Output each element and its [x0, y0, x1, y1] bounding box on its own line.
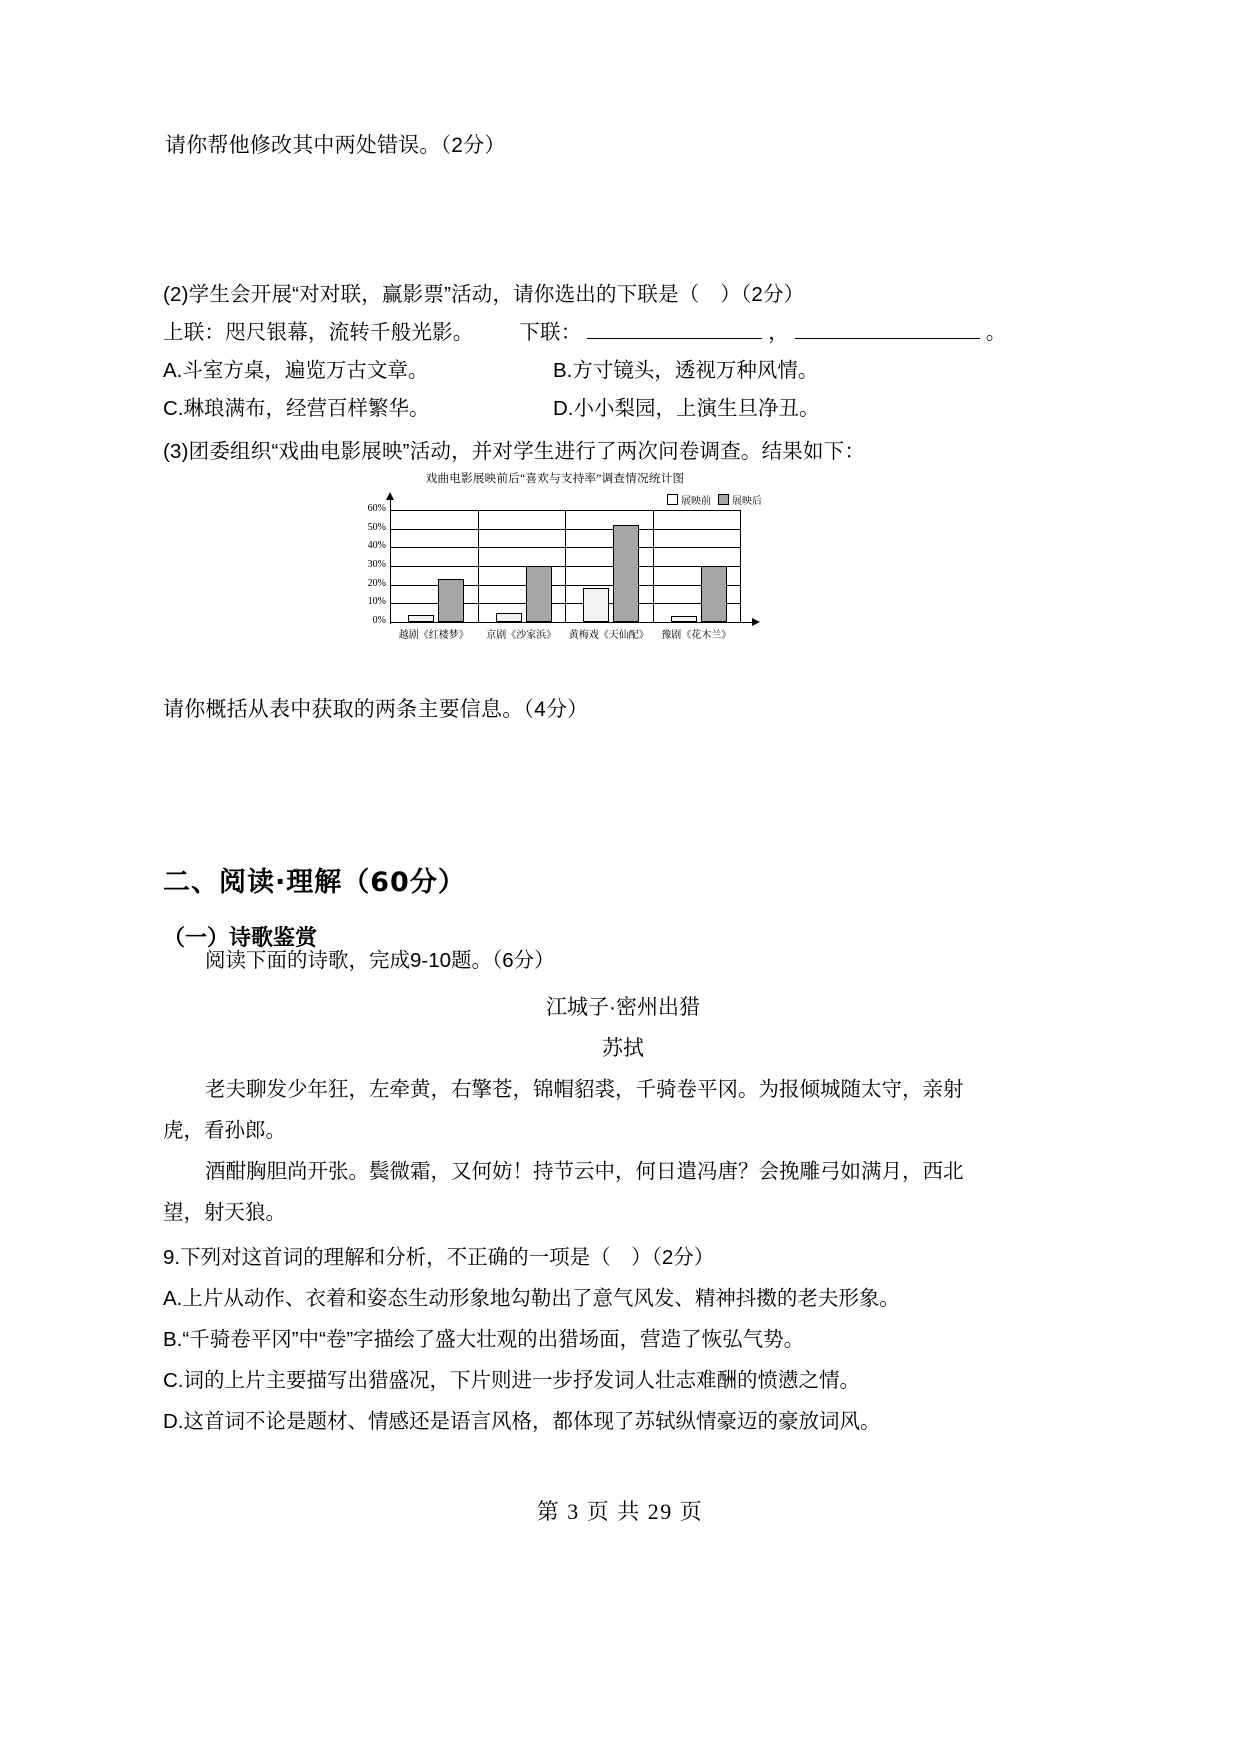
question-2-options — [163, 352, 1083, 428]
question-9-option-a[interactable]: A.上片从动作、衣着和姿态生动形象地勾勒出了意气风发、精神抖擞的老夫形象。 — [163, 1287, 900, 1310]
poem-line-2: 虎，看孙郎。 — [163, 1119, 286, 1142]
bar-after-2 — [613, 525, 639, 622]
bar-group-3 — [653, 510, 741, 622]
option-c[interactable]: C.琳琅满布，经营百样繁华。 — [163, 397, 430, 420]
section-2-sub-heading: （一）诗歌鉴赏 — [163, 926, 318, 951]
answer-blank-1[interactable] — [587, 321, 762, 339]
bar-before-0 — [408, 615, 434, 622]
legend-item-before — [667, 492, 711, 507]
x-axis — [390, 622, 754, 623]
ytick-label: 60% — [367, 503, 386, 514]
poem-title: 江城子·密州出猎 — [546, 996, 700, 1019]
ytick-label: 30% — [367, 559, 386, 570]
page-footer: 第 3 页 共 29 页 — [536, 1499, 704, 1524]
question-3-stem: (3)团委组织“戏曲电影展映”活动，并对学生进行了两次问卷调查。结果如下： — [163, 440, 866, 463]
question-2-stem: (2)学生会开展“对对联，赢影票”活动，请你选出的下联是（ ）（2分） — [163, 283, 805, 306]
bar-after-1 — [526, 566, 552, 622]
option-row-cd — [163, 390, 1083, 428]
legend-swatch-before-icon — [667, 494, 678, 505]
poem-instruction: 阅读下面的诗歌，完成9-10题。（6分） — [205, 949, 555, 972]
section-2-heading: 二、阅读·理解（60分） — [163, 867, 466, 898]
x-axis-arrow-icon — [752, 618, 760, 626]
question-3-ask: 请你概括从表中获取的两条主要信息。（4分） — [163, 698, 589, 721]
poem-line-3: 酒酣胸胆尚开张。鬓微霜，又何妨！持节云中，何日遣冯唐？会挽雕弓如满月，西北 — [205, 1160, 964, 1183]
question-2-couplet-line — [163, 313, 1006, 353]
bar-group-0 — [390, 510, 478, 622]
question-9-option-d[interactable]: D.这首词不论是题材、情感还是语言风格，都体现了苏轼纵情豪迈的豪放词风。 — [163, 1410, 881, 1433]
bar-before-3 — [671, 616, 697, 622]
question-9-option-c[interactable]: C.词的上片主要描写出猎盛况，下片则进一步抒发词人壮志难酬的愤懑之情。 — [163, 1369, 860, 1392]
chart-title: 戏曲电影展映前后“喜欢与支持率”调查情况统计图 — [425, 473, 685, 485]
ytick-label: 0% — [372, 615, 386, 626]
option-b[interactable]: B.方寸镜头，透视万种风情。 — [553, 359, 819, 382]
poem-block — [163, 940, 1083, 1442]
survey-bar-chart — [340, 470, 770, 680]
legend-label-before: 展映前 — [681, 496, 711, 507]
bar-group-2 — [565, 510, 653, 622]
category-label-2: 黄梅戏《天仙配》 — [568, 630, 649, 641]
couplet-comma: ， — [768, 321, 789, 344]
legend-swatch-after-icon — [718, 494, 729, 505]
question-9-stem: 9.下列对这首词的理解和分析，不正确的一项是（ ）（2分） — [163, 1246, 715, 1269]
chart-legend — [667, 492, 762, 507]
bar-before-2 — [583, 588, 609, 622]
option-row-ab — [163, 352, 1083, 390]
poem-line-4: 望，射天狼。 — [163, 1201, 286, 1224]
poem-author: 苏拭 — [602, 1037, 644, 1060]
ytick-label: 40% — [367, 540, 386, 552]
category-separator-4 — [740, 510, 741, 622]
option-a[interactable]: A.斗室方桌，遍览万古文章。 — [163, 359, 429, 382]
bar-after-0 — [438, 579, 464, 622]
bar-before-1 — [496, 613, 522, 622]
legend-item-after — [718, 492, 762, 507]
couplet-period: 。 — [985, 321, 1007, 344]
question-9-option-b[interactable]: B.“千骑卷平冈”中“卷”字描绘了盛大壮观的出猎场面，营造了恢弘气势。 — [163, 1328, 805, 1351]
bar-after-3 — [701, 566, 727, 622]
couplet-upper: 上联：咫尺银幕，流转千般光影。 — [163, 321, 474, 344]
ytick-label: 10% — [367, 596, 386, 608]
question-1-instruction: 请你帮他修改其中两处错误。（2分） — [165, 134, 506, 157]
category-label-0: 越剧《红楼梦》 — [398, 630, 469, 641]
section-2 — [163, 860, 466, 952]
poem-line-1: 老夫聊发少年狂，左牵黄，右擎苍，锦帽貂裘，千骑卷平冈。为报倾城随太守，亲射 — [205, 1078, 964, 1101]
ytick-label: 50% — [367, 521, 386, 533]
category-label-3: 豫剧《花木兰》 — [661, 630, 732, 641]
ytick-label: 20% — [367, 577, 386, 589]
answer-blank-2[interactable] — [795, 321, 980, 339]
couplet-lower-label: 下联： — [519, 321, 582, 344]
option-d[interactable]: D.小小梨园，上演生旦净丑。 — [553, 397, 820, 420]
bar-group-1 — [478, 510, 566, 622]
category-label-1: 京剧《沙家浜》 — [486, 630, 557, 641]
legend-label-after: 展映后 — [732, 496, 762, 507]
